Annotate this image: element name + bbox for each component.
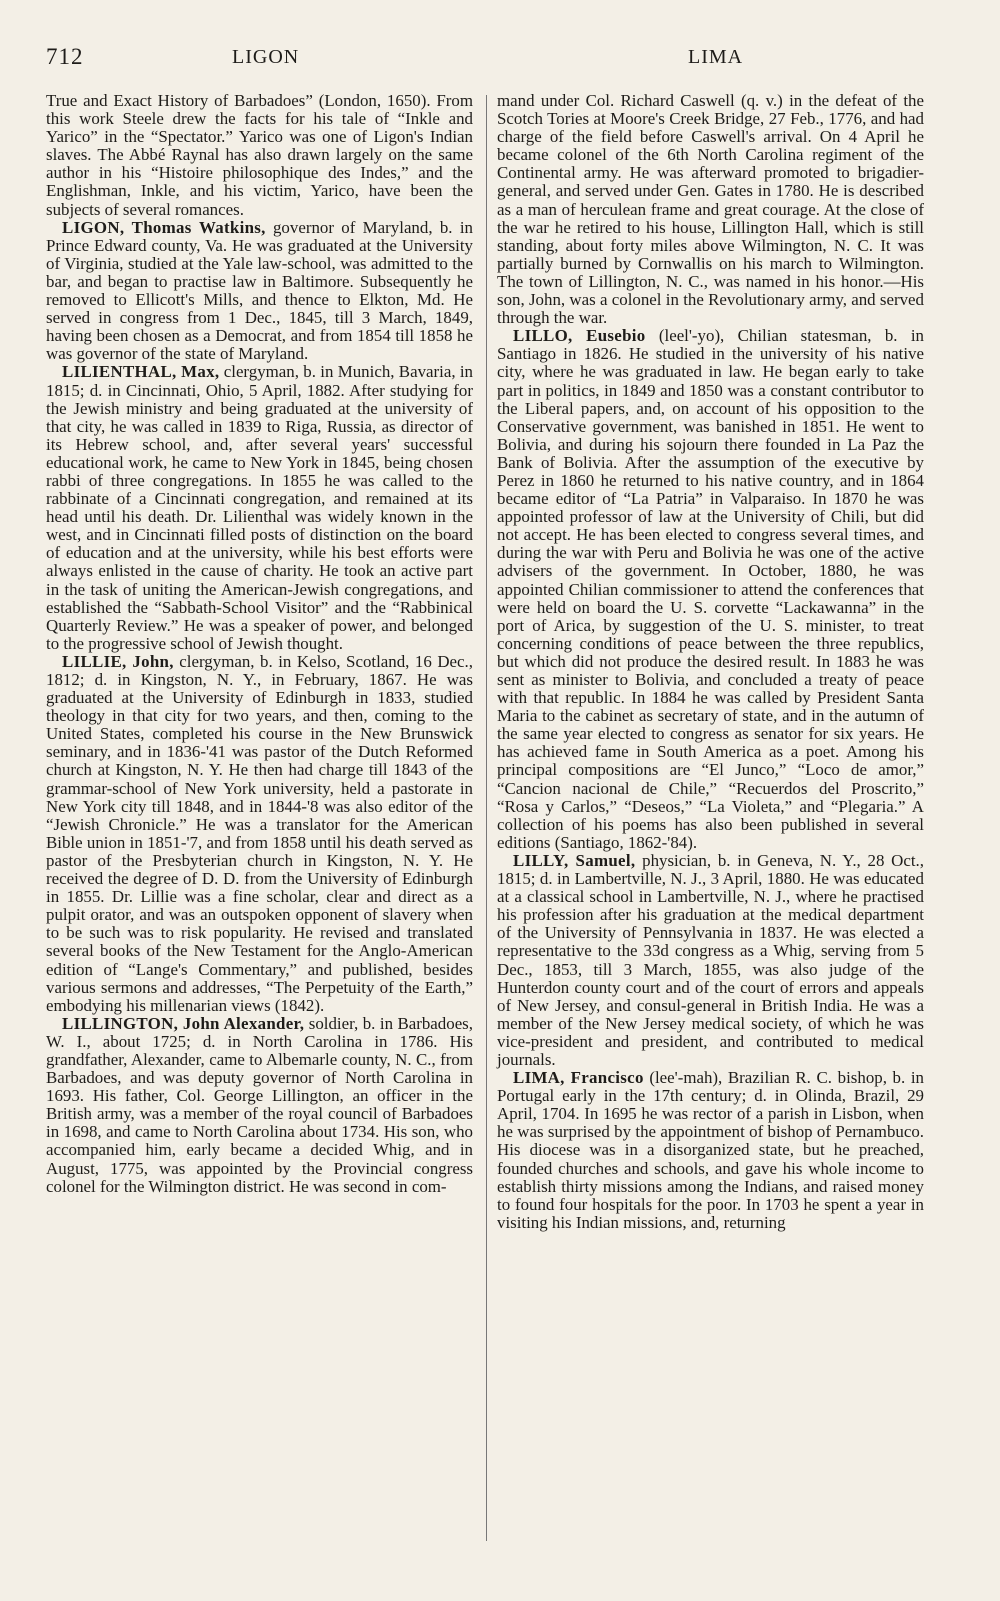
entry-heading: LILLIE, John, — [62, 651, 174, 671]
entry-heading: LILIENTHAL, Max, — [62, 362, 220, 382]
entry-lillington — [46, 1015, 473, 1196]
running-head-left: LIGON — [232, 46, 300, 68]
entry-lima — [497, 1069, 924, 1232]
page-number: 712 — [46, 44, 84, 69]
right-column — [497, 92, 924, 1232]
left-column — [46, 92, 473, 1196]
entry-heading: LILLINGTON, John Alexander, — [62, 1013, 305, 1033]
entry-body: clergyman, b. in Kelso, Scotland, 16 Dec., 1812; d. in Kingston, N. Y., in February, 1867. He was graduated at the University of Edinburgh in 1833, studied theology in that city for two years, and then, coming to the United States, completed his course in the New Brunswick seminary, and in 1836-'41 was pastor of the Dutch Reformed church at Kingston, N. Y. He then had charge till 1843 of the grammar-school of New York university, held a pastorate in New York city till 1848, and in 1844-'8 was also editor of the “Jewish Chronicle.” He was a translator for the American Bible union in 1851-'7, and from 1858 until his death served as pastor of the Presbyterian church in Kingston, N. Y. He received the degree of D. D. from the University of Edinburgh in 1855. Dr. Lillie was a fine scholar, clear and direct as a pulpit orator, and was an outspoken opponent of slavery when to be such was to risk popularity. He revised and translated several books of the New Testament for the Anglo-American edition of “Lange's Commentary,” and published, besides various sermons and addresses, “The Perpetuity of the Earth,” embodying his millenarian views (1842). — [46, 651, 473, 1015]
continued-entry-text: mand under Col. Richard Caswell (q. v.) in the defeat of the Scotch Tories at Moore's Creek Bridge, 27 Feb., 1776, and had charge of the field before Caswell's arrival. On 4 April he became colonel of the 6th North Carolina regiment of the Continental army. He was afterward promoted to brigadier-general, and served under Gen. Gates in 1780. He is described as a man of herculean frame and great courage. At the close of the war he retired to his house, Lillington Hall, which is still standing, about forty miles above Wilmington, N. C. It was partially burned by Cornwallis on his march to Wilmington. The town of Lillington, N. C., was named in his honor.—His son, John, was a colonel in the Revolutionary army, and served through the war. — [497, 91, 924, 328]
entry-body: clergyman, b. in Munich, Bavaria, in 1815; d. in Cincinnati, Ohio, 5 April, 1882. After studying for the Jewish ministry and being graduated at the university of that city, he was called in 1839 to Riga, Russia, as director of its Hebrew school, and, after several years' successful educational work, he came to New York in 1845, being chosen rabbi of three congregations. In 1855 he was called to the rabbinate of a Cincinnati congregation, and remained at its head until his death. Dr. Lilienthal was widely known in the west, and in Cincinnati filled posts of distinction on the board of education and at the university, while his best efforts were always enlisted in the cause of charity. He took an active part in the task of uniting the American-Jewish congregations, and established the “Sabbath-School Visitor” and the “Rabbinical Quarterly Review.” He was a speaker of power, and belonged to the progressive school of Jewish thought. — [46, 362, 474, 653]
running-head-right: LIMA — [688, 46, 744, 68]
entry-lilienthal — [46, 363, 473, 653]
entry-body: (leel'-yo), Chilian statesman, b. in Santiago in 1826. He studied in the university of his native city, where he was graduated in law. He began early to take part in politics, in 1849 and 1850 was a constant contributor to the Liberal papers, and, on account of his opposition to the Conservative government, was banished in 1851. He went to Bolivia, and during his sojourn there founded in La Paz the Bank of Bolivia. After the assumption of the executive by Perez in 1860 he returned to his native country, and in 1864 became editor of “La Patria” in Valparaiso. In 1870 he was appointed professor of law at the University of Chili, but did not accept. He has been elected to congress several times, and during the war with Peru and Bolivia he was one of the active advisers of the government. In October, 1880, he was appointed Chilian commissioner to attend the conferences that were held on board the U. S. corvette “Lackawanna” in the port of Arica, by suggestion of the U. S. minister, to treat concerning conditions of peace between the three republics, but which did not produce the desired result. In 1883 he was sent as minister to Bolivia, and concluded a treaty of peace with that republic. In 1884 he was called by President Santa Maria to the cabinet as secretary of state, and in the autumn of the same year elected to congress as senator for six years. He has achieved fame in South America as a poet. Among his principal compositions are “El Junco,” “Loco de amor,” “Cancion nacional de Chile,” “Recuerdos del Proscrito,” “Rosa y Carlos,” “Deseos,” “La Violeta,” and “Plegaria.” A collection of his poems has also been published in several editions (Santiago, 1862-'84). — [497, 326, 924, 852]
continued-entry-text: True and Exact History of Barbadoes” (London, 1650). From this work Steele drew the facts for his tale of “Inkle and Yarico” in the “Spectator.” Yarico was one of Ligon's Indian slaves. The Abbé Raynal has also drawn largely on the same author in his “Histoire philosophique des Indes,” and the Englishman, Inkle, and his victim, Yarico, have been the subjects of several romances. — [46, 91, 473, 219]
entry-lillo — [497, 327, 924, 852]
entry-heading: LILLO, Eusebio — [513, 326, 646, 346]
entry-lilly — [497, 852, 924, 1069]
entry-ligon — [46, 219, 473, 364]
running-header — [46, 44, 954, 74]
entry-heading: LILLY, Samuel, — [513, 850, 636, 870]
entry-body: soldier, b. in Barbadoes, W. I., about 1725; d. in North Carolina in 1786. His grandfather, Alexander, came to Albemarle county, N. C., from Barbadoes, and was deputy governor of North Carolina in 1693. His father, Col. George Lillington, an officer in the British army, was a member of the royal council of Barbadoes in 1698, and came to North Carolina about 1734. His son, who accompanied him, early became a decided Whig, and in August, 1775, was appointed by the Provincial congress colonel for the Wilmington district. He was second in com- — [46, 1013, 473, 1196]
entry-heading: LIGON, Thomas Watkins, — [62, 217, 266, 237]
entry-lillie — [46, 653, 473, 1015]
entry-heading: LIMA, Francisco — [513, 1068, 644, 1088]
entry-body: physician, b. in Geneva, N. Y., 28 Oct., 1815; d. in Lambertville, N. J., 3 April, 1880. He was educated at a classical school in Lambertville, N. J., where he practised his profession after his graduation at the medical department of the University of Pennsylvania in 1837. He was elected a representative to the 33d congress as a Whig, serving from 5 Dec., 1853, till 3 March, 1855, was also judge of the Hunterdon county court and of the court of errors and appeals of New Jersey, and consul-general in British India. He was a member of the New Jersey medical society, of which he was vice-president and president, and contributed to medical journals. — [497, 850, 925, 1069]
entry-body: governor of Maryland, b. in Prince Edward county, Va. He was graduated at the University of Virginia, studied at the Yale law-school, was admitted to the bar, and began to practise law in Baltimore. Subsequently he removed to Ellicott's Mills, and thence to Elkton, Md. He served in congress from 1 Dec., 1845, till 3 March, 1849, having been chosen as a Democrat, and from 1854 till 1858 he was governor of the state of Maryland. — [46, 217, 473, 364]
column-divider — [486, 95, 487, 1541]
entry-body: (lee'-mah), Brazilian R. C. bishop, b. in Portugal early in the 17th century; d. in Olinda, Brazil, 29 April, 1704. In 1695 he was rector of a parish in Lisbon, when he was surprised by the appointment of bishop of Pernambuco. His diocese was in a disorganized state, but he preached, founded churches and schools, and gave his whole income to establish thirty missions among the Indians, and raised money to found four hospitals for the poor. In 1703 he spent a year in visiting his Indian missions, and, returning — [497, 1068, 924, 1232]
